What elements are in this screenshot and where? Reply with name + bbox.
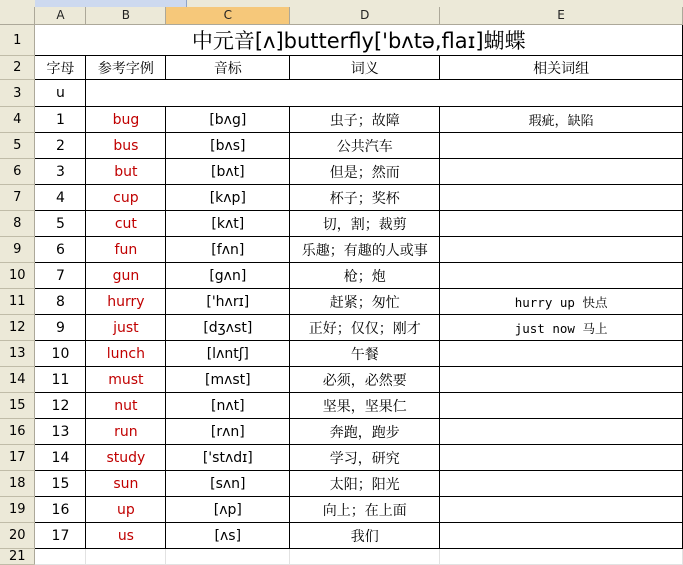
word-cell[interactable]: just bbox=[86, 315, 166, 341]
word-cell[interactable]: lunch bbox=[86, 341, 166, 367]
phonetic-cell[interactable]: [kʌp] bbox=[166, 185, 290, 211]
number-cell[interactable]: 17 bbox=[35, 523, 86, 549]
empty-cell[interactable] bbox=[86, 549, 166, 565]
word-cell[interactable]: fun bbox=[86, 237, 166, 263]
column-header-d[interactable]: D bbox=[290, 7, 440, 25]
row-header[interactable]: 1 bbox=[0, 25, 35, 56]
row-header[interactable]: 14 bbox=[0, 367, 35, 393]
meaning-cell[interactable]: 坚果，坚果仁 bbox=[290, 393, 440, 419]
phonetic-cell[interactable]: [bʌg] bbox=[166, 107, 290, 133]
column-header-e[interactable]: E bbox=[440, 7, 683, 25]
phonetic-cell[interactable]: [ʌp] bbox=[166, 497, 290, 523]
phonetic-cell[interactable]: [nʌt] bbox=[166, 393, 290, 419]
table-row bbox=[0, 211, 683, 237]
word-cell[interactable]: bus bbox=[86, 133, 166, 159]
row-header[interactable]: 6 bbox=[0, 159, 35, 185]
select-all-corner[interactable] bbox=[0, 7, 35, 25]
table-row bbox=[0, 133, 683, 159]
meaning-cell[interactable]: 必须，必然要 bbox=[290, 367, 440, 393]
table-row bbox=[0, 419, 683, 445]
table-row bbox=[0, 289, 683, 315]
phrase-cell[interactable] bbox=[440, 497, 683, 523]
number-cell[interactable]: 2 bbox=[35, 133, 86, 159]
word-cell[interactable]: cut bbox=[86, 211, 166, 237]
row-header[interactable]: 15 bbox=[0, 393, 35, 419]
table-row bbox=[0, 497, 683, 523]
meaning-cell[interactable]: 切，割；裁剪 bbox=[290, 211, 440, 237]
meaning-cell[interactable]: 乐趣；有趣的人或事 bbox=[290, 237, 440, 263]
number-cell[interactable]: 10 bbox=[35, 341, 86, 367]
phrase-cell[interactable] bbox=[440, 367, 683, 393]
meaning-cell[interactable]: 学习，研究 bbox=[290, 445, 440, 471]
row-header[interactable]: 10 bbox=[0, 263, 35, 289]
table-row bbox=[0, 25, 683, 56]
number-cell[interactable]: 16 bbox=[35, 497, 86, 523]
phrase-cell[interactable] bbox=[440, 523, 683, 549]
table-row bbox=[0, 159, 683, 185]
table-row bbox=[0, 107, 683, 133]
meaning-cell[interactable]: 奔跑，跑步 bbox=[290, 419, 440, 445]
column-header-row bbox=[0, 7, 683, 25]
meaning-cell[interactable]: 赶紧；匆忙 bbox=[290, 289, 440, 315]
word-cell[interactable]: but bbox=[86, 159, 166, 185]
word-cell[interactable]: hurry bbox=[86, 289, 166, 315]
column-header-b[interactable]: B bbox=[86, 7, 166, 25]
number-cell[interactable]: 4 bbox=[35, 185, 86, 211]
phrase-cell[interactable] bbox=[440, 159, 683, 185]
phrase-cell[interactable] bbox=[440, 341, 683, 367]
phonetic-cell[interactable]: [bʌt] bbox=[166, 159, 290, 185]
row-header[interactable]: 16 bbox=[0, 419, 35, 445]
phrase-cell[interactable] bbox=[440, 445, 683, 471]
phrase-cell[interactable] bbox=[440, 185, 683, 211]
phonetic-cell[interactable]: [gʌn] bbox=[166, 263, 290, 289]
row-header[interactable]: 11 bbox=[0, 289, 35, 315]
phrase-cell[interactable] bbox=[440, 263, 683, 289]
number-cell[interactable]: 6 bbox=[35, 237, 86, 263]
phrase-cell[interactable] bbox=[440, 419, 683, 445]
phonetic-cell[interactable]: [mʌst] bbox=[166, 367, 290, 393]
row-header[interactable]: 5 bbox=[0, 133, 35, 159]
row-header[interactable]: 13 bbox=[0, 341, 35, 367]
phrase-cell[interactable] bbox=[440, 237, 683, 263]
phonetic-cell[interactable]: [rʌn] bbox=[166, 419, 290, 445]
header-meaning-cell[interactable]: 词义 bbox=[290, 56, 440, 80]
phonetic-cell[interactable]: [bʌs] bbox=[166, 133, 290, 159]
phonetic-cell[interactable]: [dʒʌst] bbox=[166, 315, 290, 341]
phrase-cell[interactable]: hurry up 快点 bbox=[440, 289, 683, 315]
table-row bbox=[0, 341, 683, 367]
number-cell[interactable]: 11 bbox=[35, 367, 86, 393]
sheet-title-cell[interactable]: 中元音[ʌ]butterfly['bʌtə,flaɪ]蝴蝶 bbox=[35, 25, 683, 56]
meaning-cell[interactable]: 枪；炮 bbox=[290, 263, 440, 289]
meaning-cell[interactable]: 但是；然而 bbox=[290, 159, 440, 185]
meaning-cell[interactable]: 正好；仅仅；刚才 bbox=[290, 315, 440, 341]
row-header[interactable]: 8 bbox=[0, 211, 35, 237]
word-cell[interactable]: run bbox=[86, 419, 166, 445]
word-cell[interactable]: cup bbox=[86, 185, 166, 211]
number-cell[interactable]: 3 bbox=[35, 159, 86, 185]
table-row bbox=[0, 471, 683, 497]
row-header[interactable]: 20 bbox=[0, 523, 35, 549]
word-cell[interactable]: gun bbox=[86, 263, 166, 289]
row-header[interactable]: 2 bbox=[0, 56, 35, 80]
phrase-cell[interactable] bbox=[440, 211, 683, 237]
meaning-cell[interactable]: 午餐 bbox=[290, 341, 440, 367]
meaning-cell[interactable]: 我们 bbox=[290, 523, 440, 549]
row-header[interactable]: 12 bbox=[0, 315, 35, 341]
row-header[interactable]: 4 bbox=[0, 107, 35, 133]
phonetic-cell[interactable]: ['hʌrɪ] bbox=[166, 289, 290, 315]
row-header[interactable]: 7 bbox=[0, 185, 35, 211]
word-cell[interactable]: sun bbox=[86, 471, 166, 497]
number-cell[interactable]: 9 bbox=[35, 315, 86, 341]
table-row bbox=[0, 315, 683, 341]
table-row bbox=[0, 445, 683, 471]
phrase-cell[interactable] bbox=[440, 133, 683, 159]
number-cell[interactable]: 12 bbox=[35, 393, 86, 419]
word-cell[interactable]: up bbox=[86, 497, 166, 523]
row-header[interactable]: 18 bbox=[0, 471, 35, 497]
column-header-c[interactable]: C bbox=[166, 7, 290, 25]
table-row bbox=[0, 237, 683, 263]
word-cell[interactable]: bug bbox=[86, 107, 166, 133]
meaning-cell[interactable]: 杯子；奖杯 bbox=[290, 185, 440, 211]
row-header[interactable]: 21 bbox=[0, 549, 35, 565]
number-cell[interactable]: 7 bbox=[35, 263, 86, 289]
phonetic-cell[interactable]: [sʌn] bbox=[166, 471, 290, 497]
phonetic-cell[interactable]: [kʌt] bbox=[166, 211, 290, 237]
number-cell[interactable]: 13 bbox=[35, 419, 86, 445]
meaning-cell[interactable]: 太阳；阳光 bbox=[290, 471, 440, 497]
table-row bbox=[0, 56, 683, 80]
row-header[interactable]: 19 bbox=[0, 497, 35, 523]
word-cell[interactable]: us bbox=[86, 523, 166, 549]
table-row bbox=[0, 523, 683, 549]
number-cell[interactable]: 5 bbox=[35, 211, 86, 237]
number-cell[interactable]: 8 bbox=[35, 289, 86, 315]
meaning-cell[interactable]: 公共汽车 bbox=[290, 133, 440, 159]
table-row bbox=[0, 80, 683, 107]
number-cell[interactable]: 14 bbox=[35, 445, 86, 471]
toolbar-strip bbox=[0, 0, 683, 7]
row-header[interactable]: 3 bbox=[0, 80, 35, 107]
spreadsheet-grid bbox=[0, 7, 683, 565]
phrase-cell[interactable]: 瑕疵，缺陷 bbox=[440, 107, 683, 133]
phrase-cell[interactable]: just now 马上 bbox=[440, 315, 683, 341]
header-example-cell[interactable]: 参考字例 bbox=[86, 56, 166, 80]
empty-cell[interactable] bbox=[290, 549, 440, 565]
phonetic-cell[interactable]: ['stʌdɪ] bbox=[166, 445, 290, 471]
phonetic-cell[interactable]: [fʌn] bbox=[166, 237, 290, 263]
phonetic-cell[interactable]: [lʌntʃ] bbox=[166, 341, 290, 367]
number-cell[interactable]: 1 bbox=[35, 107, 86, 133]
phonetic-cell[interactable]: [ʌs] bbox=[166, 523, 290, 549]
merged-empty-cell[interactable] bbox=[86, 80, 683, 107]
word-cell[interactable]: study bbox=[86, 445, 166, 471]
empty-cell[interactable] bbox=[35, 549, 86, 565]
table-row bbox=[0, 549, 683, 565]
letter-cell[interactable]: u bbox=[35, 80, 86, 107]
meaning-cell[interactable]: 虫子；故障 bbox=[290, 107, 440, 133]
table-row bbox=[0, 367, 683, 393]
name-box[interactable] bbox=[35, 0, 187, 7]
word-cell[interactable]: must bbox=[86, 367, 166, 393]
meaning-cell[interactable]: 向上；在上面 bbox=[290, 497, 440, 523]
empty-cell[interactable] bbox=[440, 549, 683, 565]
header-phrases-cell[interactable]: 相关词组 bbox=[440, 56, 683, 80]
row-header[interactable]: 17 bbox=[0, 445, 35, 471]
number-cell[interactable]: 15 bbox=[35, 471, 86, 497]
row-header[interactable]: 9 bbox=[0, 237, 35, 263]
phrase-cell[interactable] bbox=[440, 393, 683, 419]
empty-cell[interactable] bbox=[166, 549, 290, 565]
phrase-cell[interactable] bbox=[440, 471, 683, 497]
header-letter-cell[interactable]: 字母 bbox=[35, 56, 86, 80]
table-row bbox=[0, 263, 683, 289]
table-row bbox=[0, 393, 683, 419]
column-header-a[interactable]: A bbox=[35, 7, 86, 25]
table-row bbox=[0, 185, 683, 211]
word-cell[interactable]: nut bbox=[86, 393, 166, 419]
header-phonetic-cell[interactable]: 音标 bbox=[166, 56, 290, 80]
